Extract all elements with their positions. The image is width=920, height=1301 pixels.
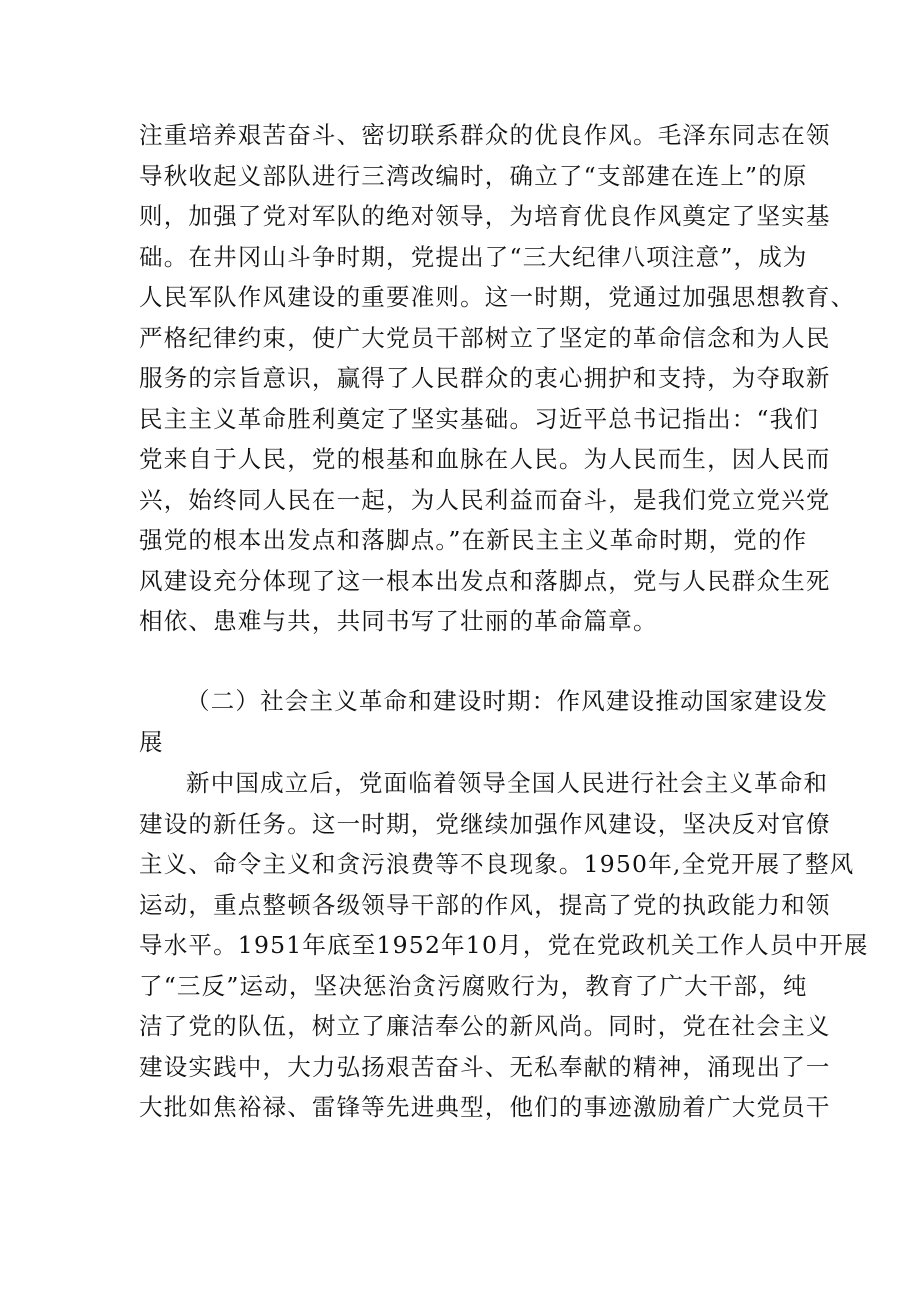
text-line: 运动，重点整顿各级领导干部的作风，提高了党的执政能力和领: [139, 890, 831, 919]
text-line: 服务的宗旨意识，赢得了人民群众的衷心拥护和支持，为夺取新: [139, 364, 831, 392]
text-line: 洁了党的队伍，树立了廉洁奉公的新风尚。同时，党在社会主义: [139, 1012, 831, 1040]
text-line: 相依、患难与共，共同书写了壮丽的革命篇章。: [139, 607, 658, 635]
text-line: 严格纪律约束，使广大党员干部树立了坚定的革命信念和为人民: [139, 323, 831, 352]
text-line: 大批如焦裕禄、雷锋等先进典型，他们的事迹激励着广大党员干: [139, 1093, 831, 1121]
text-line: 则，加强了党对军队的绝对领导，为培育优良作风奠定了坚实基: [139, 202, 831, 230]
text-line: 导秋收起义部队进行三湾改编时，确立了“支部建在连上”的原: [139, 161, 808, 190]
paragraph-socialist-era: [139, 763, 869, 1128]
text-line: 党来自于人民，党的根基和血脉在人民。为人民而生，因人民而: [139, 445, 831, 473]
text-line: 风建设充分体现了这一根本出发点和落脚点，党与人民群众生死: [139, 566, 831, 595]
text-line: 注重培养艰苦奋斗、密切联系群众的优良作风。毛泽东同志在领: [139, 121, 831, 149]
text-line: 了“三反”运动，坚决惩治贪污腐败行为，教育了广大干部，纯: [139, 971, 808, 1000]
text-line: 主义、命令主义和贪污浪费等不良现象。1950年,全党开展了整风: [139, 850, 855, 878]
text-line: 建设实践中，大力弘扬艰苦奋斗、无私奉献的精神，涌现出了一: [139, 1052, 831, 1081]
text-line: 兴，始终同人民在一起，为人民利益而奋斗，是我们党立党兴党: [139, 485, 831, 514]
heading-line: （二）社会主义革命和建设时期：作风建设推动国家建设发: [186, 687, 829, 715]
paragraph-revolution-era: [139, 115, 856, 642]
section-heading: [139, 681, 829, 762]
text-line: 建设的新任务。这一时期，党继续加强作风建设，坚决反对官僚: [139, 809, 831, 838]
text-line: 民主主义革命胜利奠定了坚实基础。习近平总书记指出：“我们: [139, 404, 820, 433]
text-line: 强党的根本出发点和落脚点。”在新民主主义革命时期，党的作: [139, 526, 808, 554]
text-line: 新中国成立后，党面临着领导全国人民进行社会主义革命和: [186, 769, 829, 797]
text-line: 导水平。1951年底至1952年10月，党在党政机关工作人员中开展: [139, 931, 869, 959]
text-line: 人民军队作风建设的重要准则。这一时期，党通过加强思想教育、: [139, 283, 856, 311]
text-line: 础。在井冈山斗争时期，党提出了“三大纪律八项注意”，成为: [139, 242, 808, 271]
heading-line: 展: [139, 727, 164, 756]
